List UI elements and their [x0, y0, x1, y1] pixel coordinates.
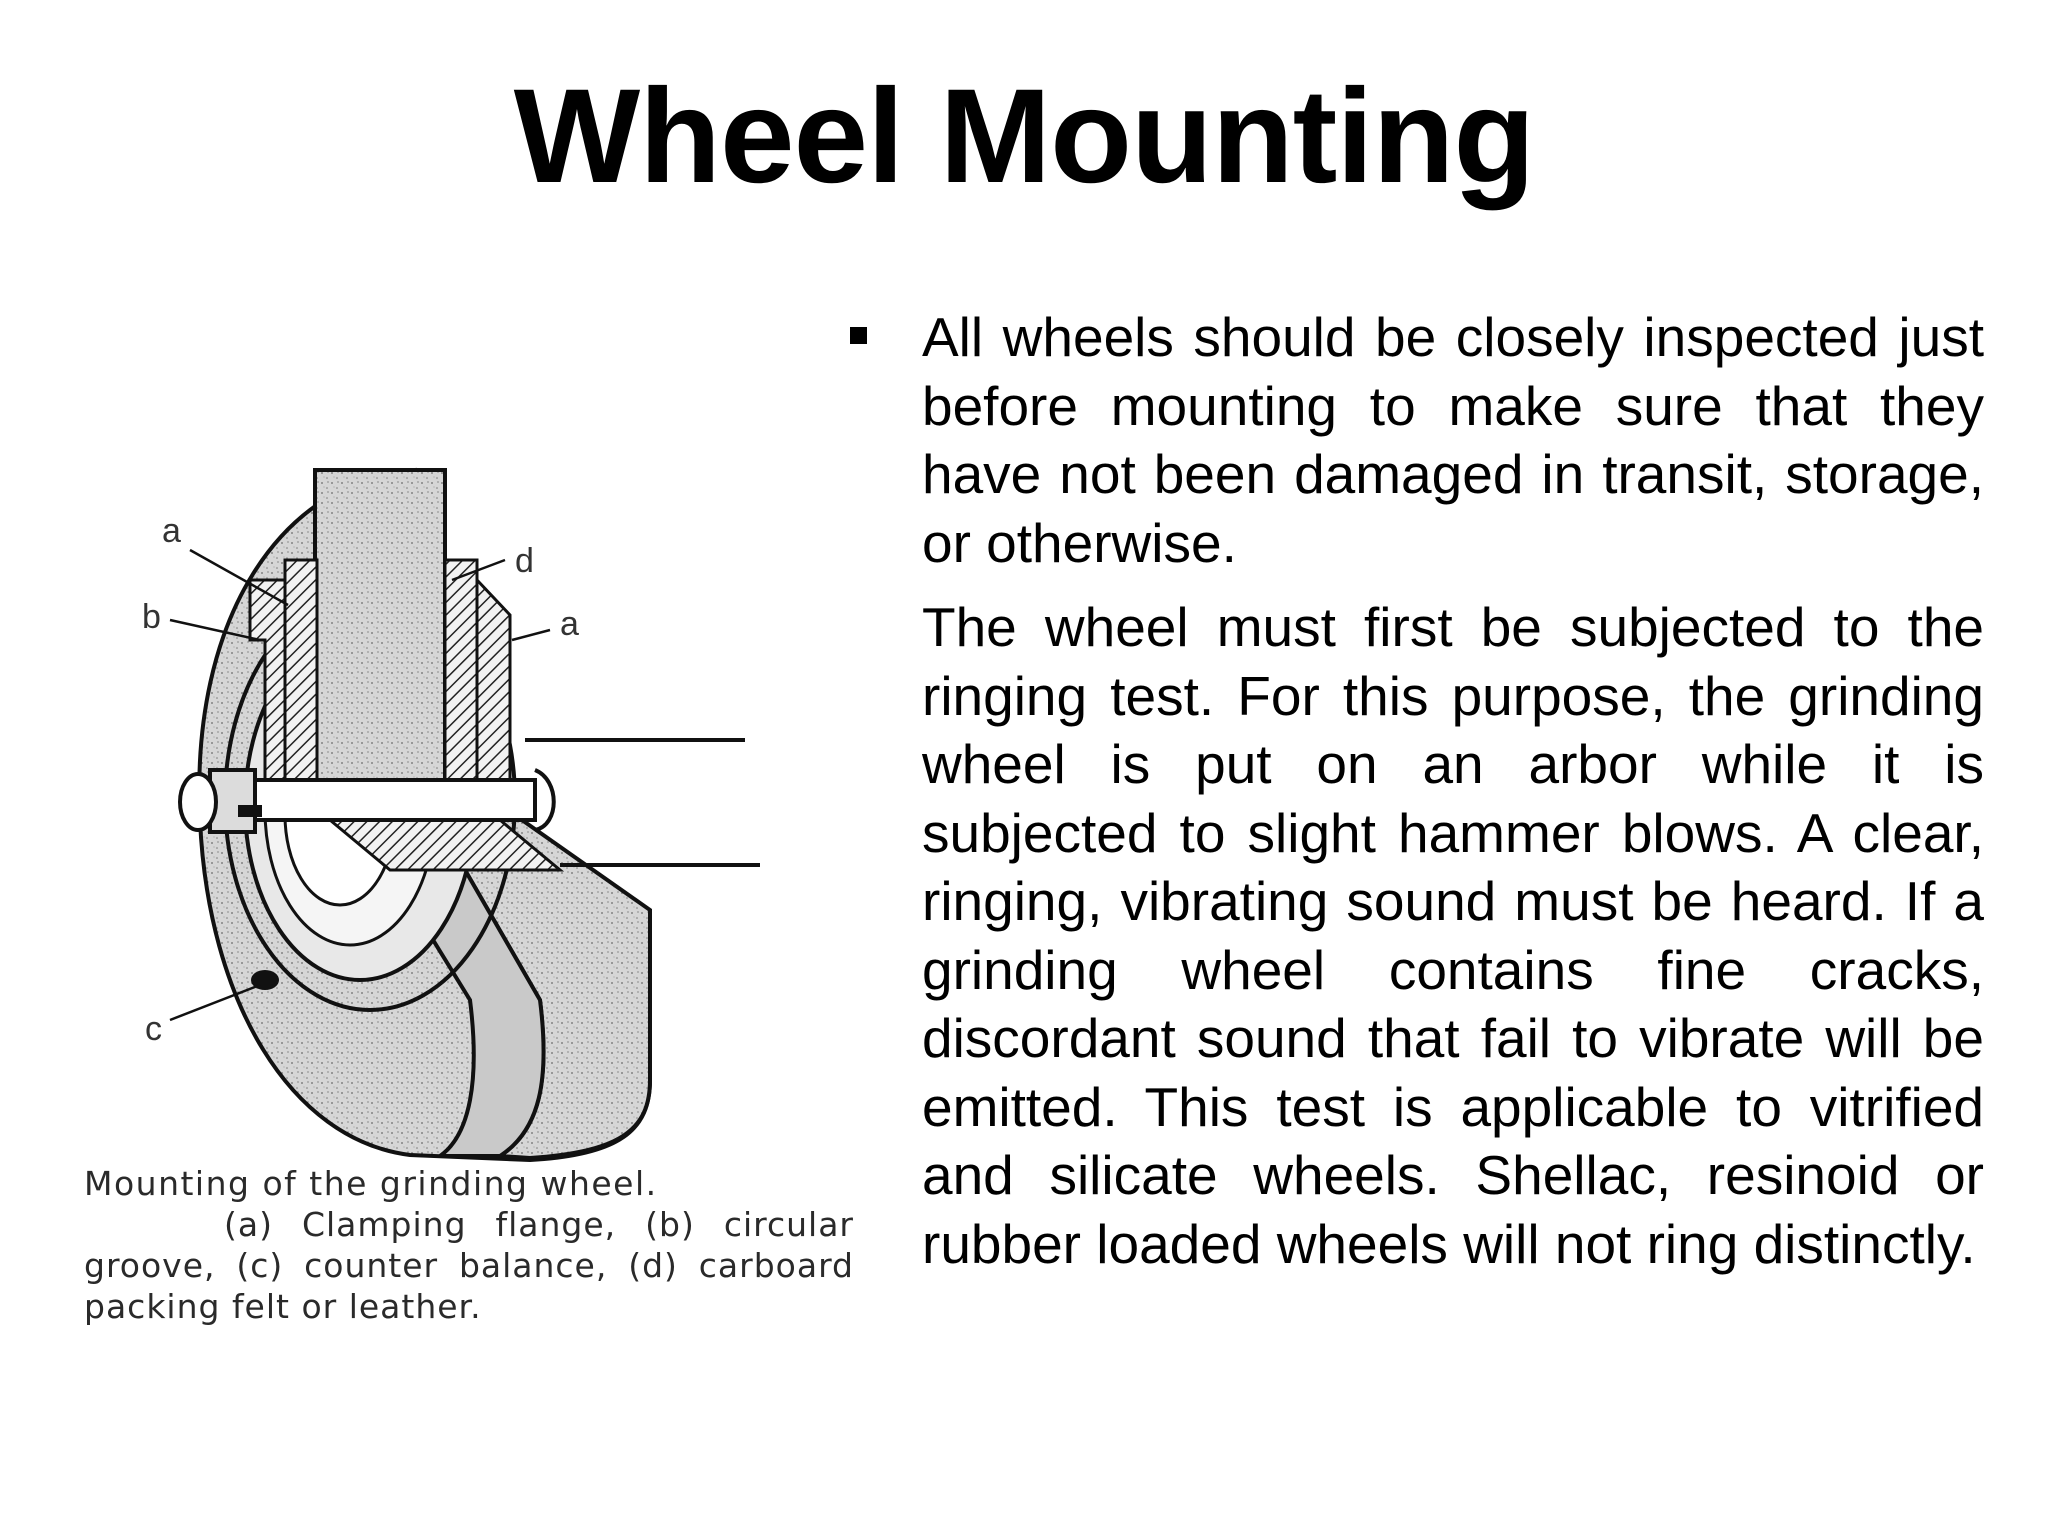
grinding-wheel-figure [60, 440, 860, 1180]
caption-title: Mounting of the grinding wheel. [84, 1164, 658, 1203]
slide-title: Wheel Mounting [513, 62, 1535, 211]
ringing-test-paragraph: The wheel must first be subjected to the ringing test. For this purpose, the grinding wheel is put on an arbor while it is subjected to slight hammer blows. A clear, ringing, vibrating sound must be heard. If a grinding wheel contains fine cracks, discordant sound that fail to vibrate will be emitted. This test is applicable to vitrified and silicate wheels. Shellac, resinoid or rubber loaded wheels will not ring distinctly. [922, 596, 1984, 1275]
arbor-shaft [245, 780, 535, 820]
label-d: d [515, 542, 534, 580]
nut-end [180, 774, 216, 830]
body-text [922, 303, 1984, 1278]
square-bullet-icon [850, 327, 867, 344]
bullet-paragraph-text: All wheels should be closely inspected just before mounting to make sure that they have not been damaged in transit, storage, or otherwise. [922, 306, 1984, 574]
packing-right [445, 560, 477, 780]
bullet-paragraph [922, 303, 1984, 577]
wheel-section-upper [315, 470, 445, 780]
key-slot [238, 805, 262, 817]
packing-left [285, 560, 317, 780]
leader-a-right [512, 630, 550, 640]
label-c: c [145, 1010, 162, 1048]
grinding-wheel-drawing [60, 440, 860, 1180]
label-b: b [142, 598, 161, 636]
clamping-flange-right [477, 580, 510, 780]
figure-caption [84, 1163, 854, 1327]
arbor-end [535, 770, 554, 830]
label-a-right: a [560, 605, 579, 643]
label-a-top: a [162, 512, 181, 550]
caption-legend: (a) Clamping flange, (b) circular groove, (c) counter balance, (d) carboard packing felt or leather. [84, 1205, 854, 1326]
